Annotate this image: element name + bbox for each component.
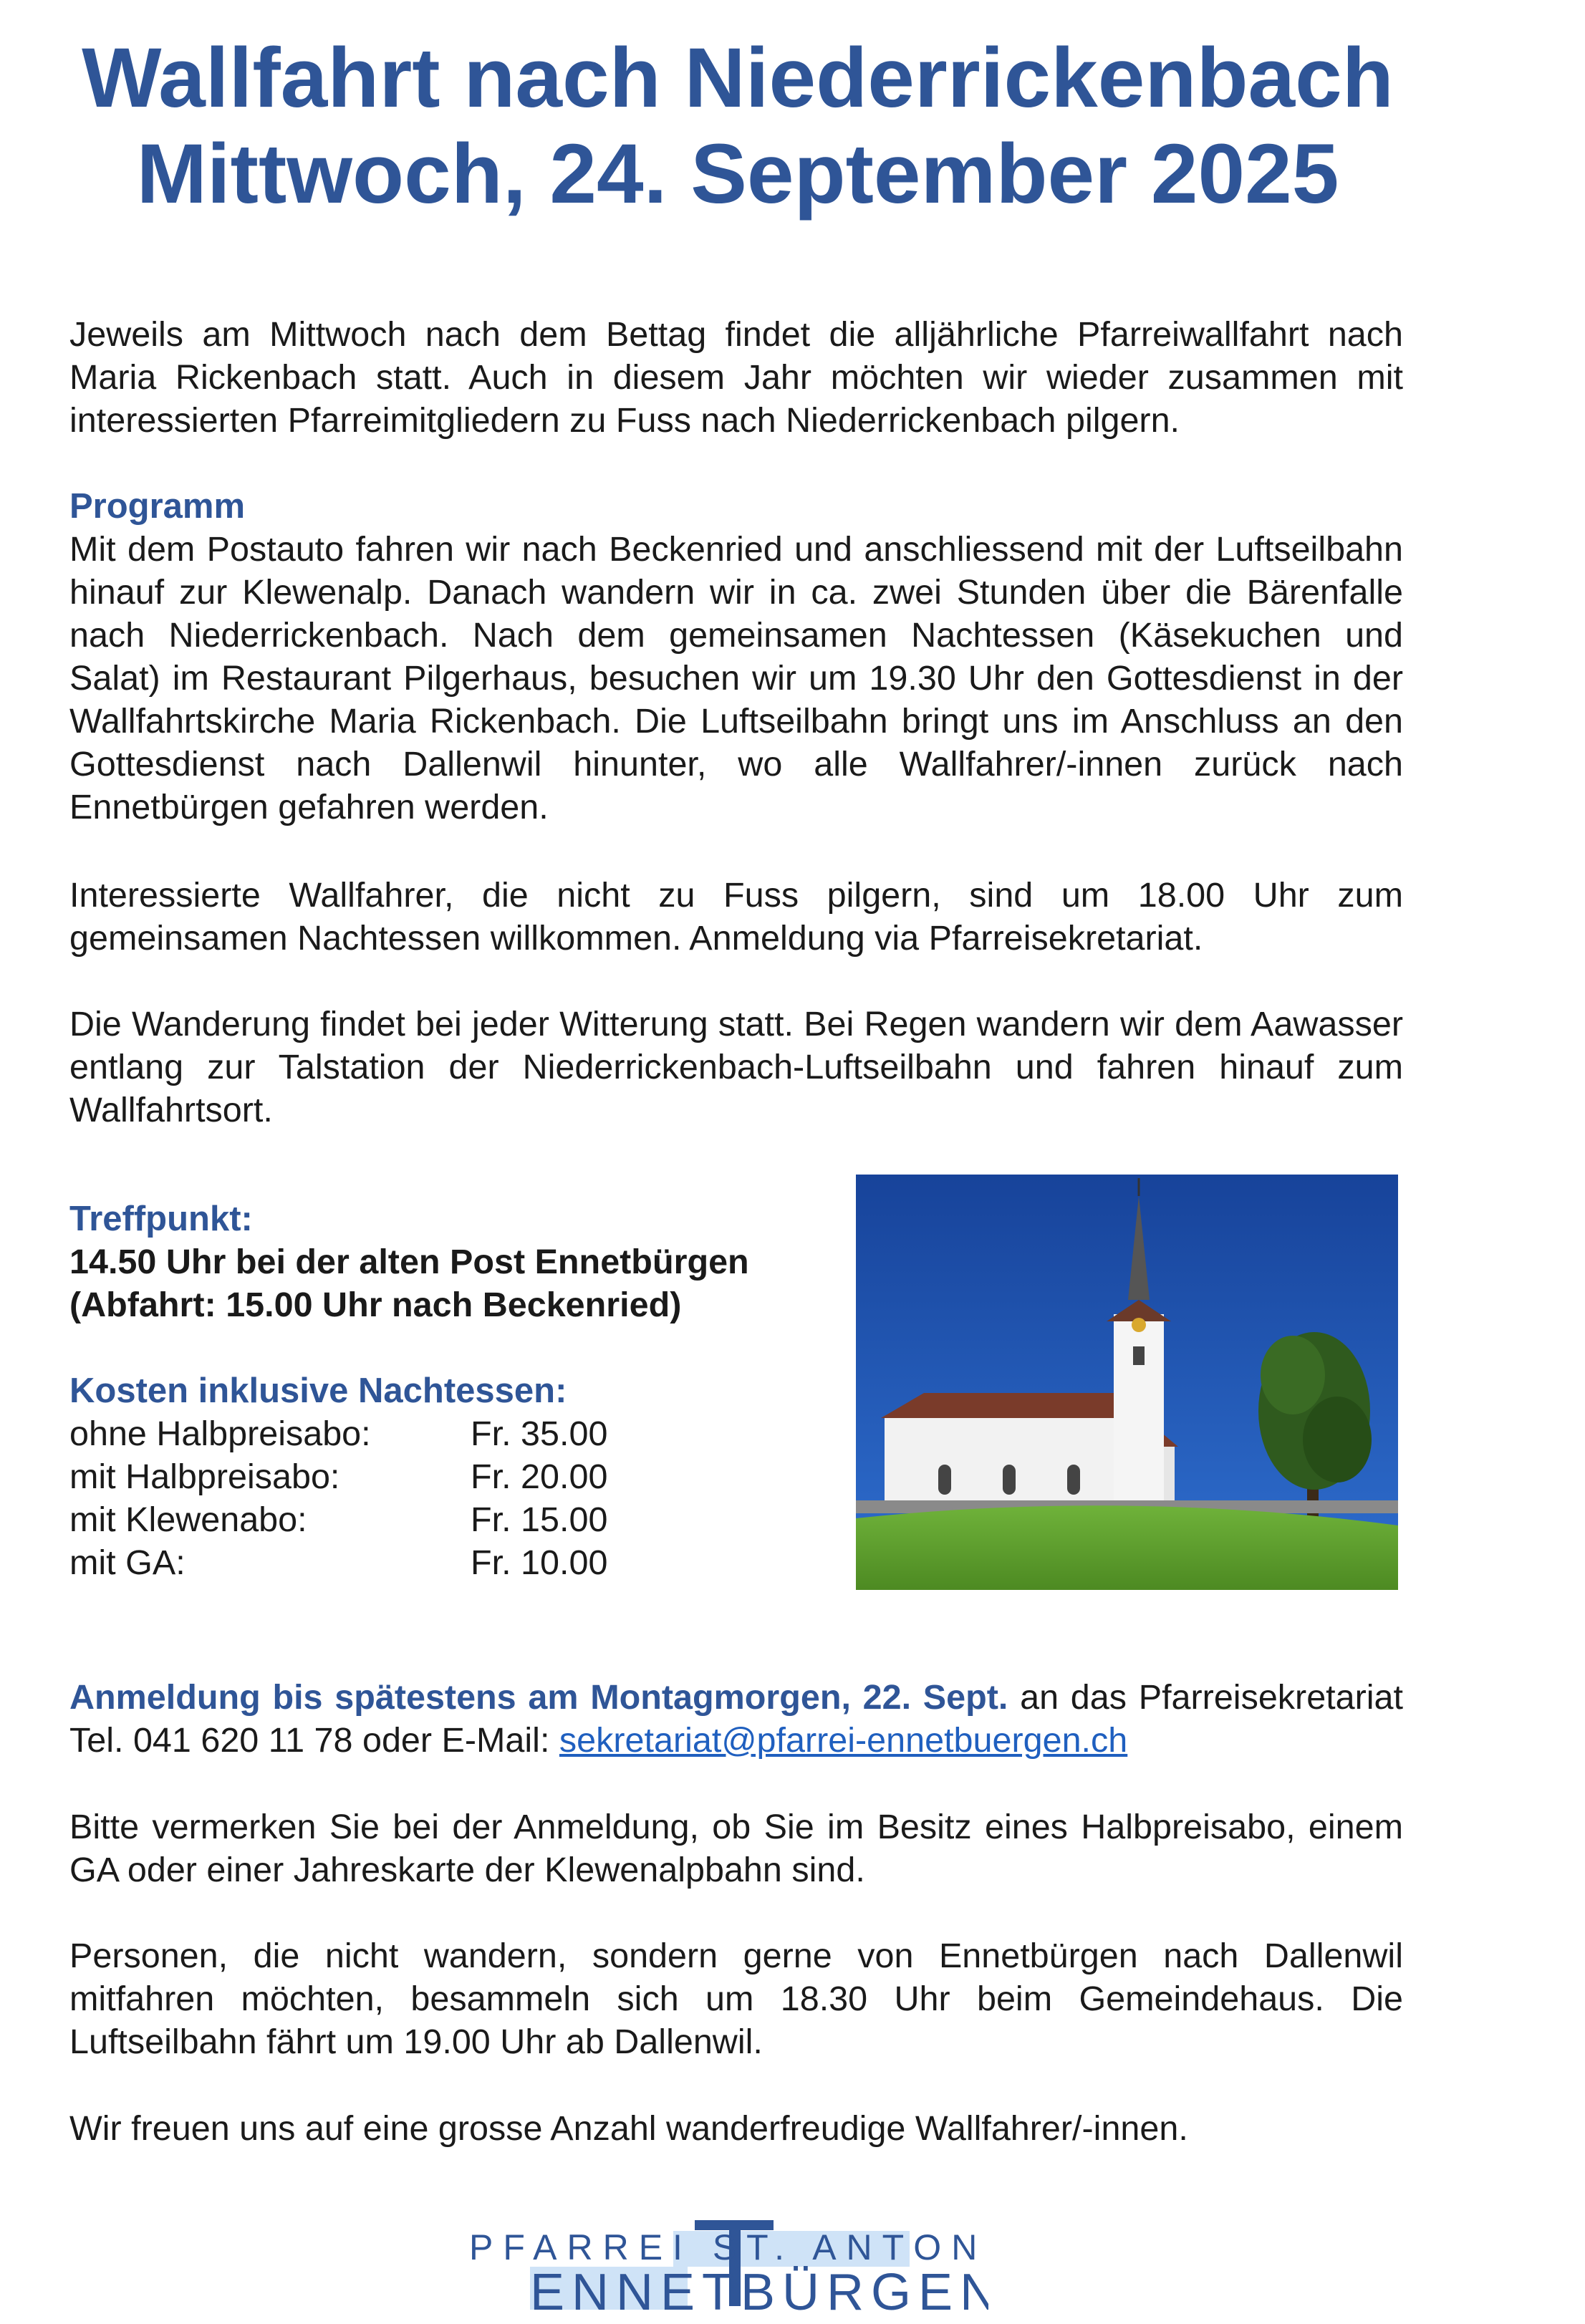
wetter-section (69, 1003, 1403, 1132)
cost-row (69, 1412, 843, 1455)
schluss-paragraph: Wir freuen uns auf eine grosse Anzahl wanderfreudige Wallfahrer/-innen. (69, 2109, 1188, 2148)
title-line-2: Mittwoch, 24. September 2025 (136, 127, 1339, 221)
schluss-section (69, 2107, 1403, 2150)
cost-label: mit GA: (69, 1543, 186, 1582)
vermerk-paragraph: Bitte vermerken Sie bei der Anmeldung, ob Sie im Besitz eines Halbpreisabo, einem GA oder einer Jahreskarte der Klewenalpbahn sind. (69, 1808, 1403, 1889)
cost-label: mit Halbpreisabo: (69, 1457, 340, 1496)
cost-row (69, 1498, 843, 1541)
wetter-paragraph: Die Wanderung findet bei jeder Witterung statt. Bei Regen wandern wir dem Aawasser entlang zur Talstation der Niederrickenbach-Luftseilbahn und fahren hinauf zum Wallfahrtsort. (69, 1005, 1403, 1129)
anmeldung-text: an das Pfarreisekretariat Tel. 041 620 11 78 oder E-Mail: (69, 1678, 1403, 1760)
parish-logo (458, 2213, 988, 2320)
interessierte-section (69, 874, 1403, 960)
interessierte-paragraph: Interessierte Wallfahrer, die nicht zu Fuss pilgern, sind um 18.00 Uhr zum gemeinsamen Nachtessen willkommen. Anmeldung via Pfarreisekretariat. (69, 876, 1403, 958)
cost-row (69, 1541, 843, 1584)
anmeldung-paragraph (69, 1676, 1403, 1762)
intro-section (69, 313, 1403, 442)
kosten-section (69, 1369, 843, 1584)
vermerk-section (69, 1805, 1403, 1891)
treffpunkt-section (69, 1197, 843, 1326)
logo-line-2: ENNETBÜRGEN (530, 2264, 988, 2320)
page-title (0, 30, 1475, 222)
cost-label: ohne Halbpreisabo: (69, 1414, 371, 1453)
programm-heading: Programm (69, 487, 246, 526)
programm-section (69, 485, 1403, 829)
anmeldung-deadline: Anmeldung bis spätestens am Montagmorgen, 22. Sept. (69, 1678, 1008, 1717)
cost-price: Fr. 20.00 (471, 1457, 608, 1496)
anmeldung-section (69, 1676, 1403, 1762)
cost-price: Fr. 35.00 (471, 1414, 608, 1453)
personen-paragraph: Personen, die nicht wandern, sondern gerne von Ennetbürgen nach Dallenwil mitfahren möchten, besammeln sich um 18.30 Uhr beim Gemeindehaus. Die Luftseilbahn fährt um 19.00 Uhr ab Dallenwil. (69, 1937, 1403, 2061)
cost-label: mit Klewenabo: (69, 1500, 307, 1539)
programm-paragraph: Mit dem Postauto fahren wir nach Beckenried und anschliessend mit der Luftseilbahn hinauf zur Klewenalp. Danach wandern wir in ca. zwei Stunden über die Bärenfalle nach Niederrickenbach. Nach dem gemeinsamen Nachtessen (Käsekuchen und Salat) im Restaurant Pilgerhaus, besuchen wir um 19.30 Uhr den Gottesdienst in der Wallfahrtskirche Maria Rickenbach. Die Luftseilbahn bringt uns im Anschluss an den Gottesdienst nach Dallenwil hinunter, wo alle Wallfahrer/-innen zurück nach Ennetbürgen gefahren werden. (69, 530, 1403, 826)
cost-price: Fr. 15.00 (471, 1500, 608, 1539)
treffpunkt-heading: Treffpunkt: (69, 1200, 253, 1238)
cost-row (69, 1455, 843, 1498)
treffpunkt-time: 14.50 Uhr bei der alten Post Ennetbürgen (69, 1243, 749, 1281)
logo-line-1: PFARREI ST. ANTON (469, 2227, 988, 2267)
kosten-heading: Kosten inklusive Nachtessen: (69, 1371, 567, 1410)
treffpunkt-departure: (Abfahrt: 15.00 Uhr nach Beckenried) (69, 1286, 682, 1324)
email-link[interactable]: sekretariat@pfarrei-ennetbuergen.ch (559, 1721, 1128, 1760)
title-line-1: Wallfahrt nach Niederrickenbach (82, 31, 1394, 125)
cost-price: Fr. 10.00 (471, 1543, 608, 1582)
intro-paragraph: Jeweils am Mittwoch nach dem Bettag findet die alljährliche Pfarreiwallfahrt nach Maria Rickenbach statt. Auch in diesem Jahr möchten wir wieder zusammen mit interessierten Pfarreimitgliedern zu Fuss nach Niederrickenbach pilgern. (69, 315, 1403, 440)
personen-section (69, 1934, 1403, 2063)
church-photo (856, 1175, 1398, 1590)
